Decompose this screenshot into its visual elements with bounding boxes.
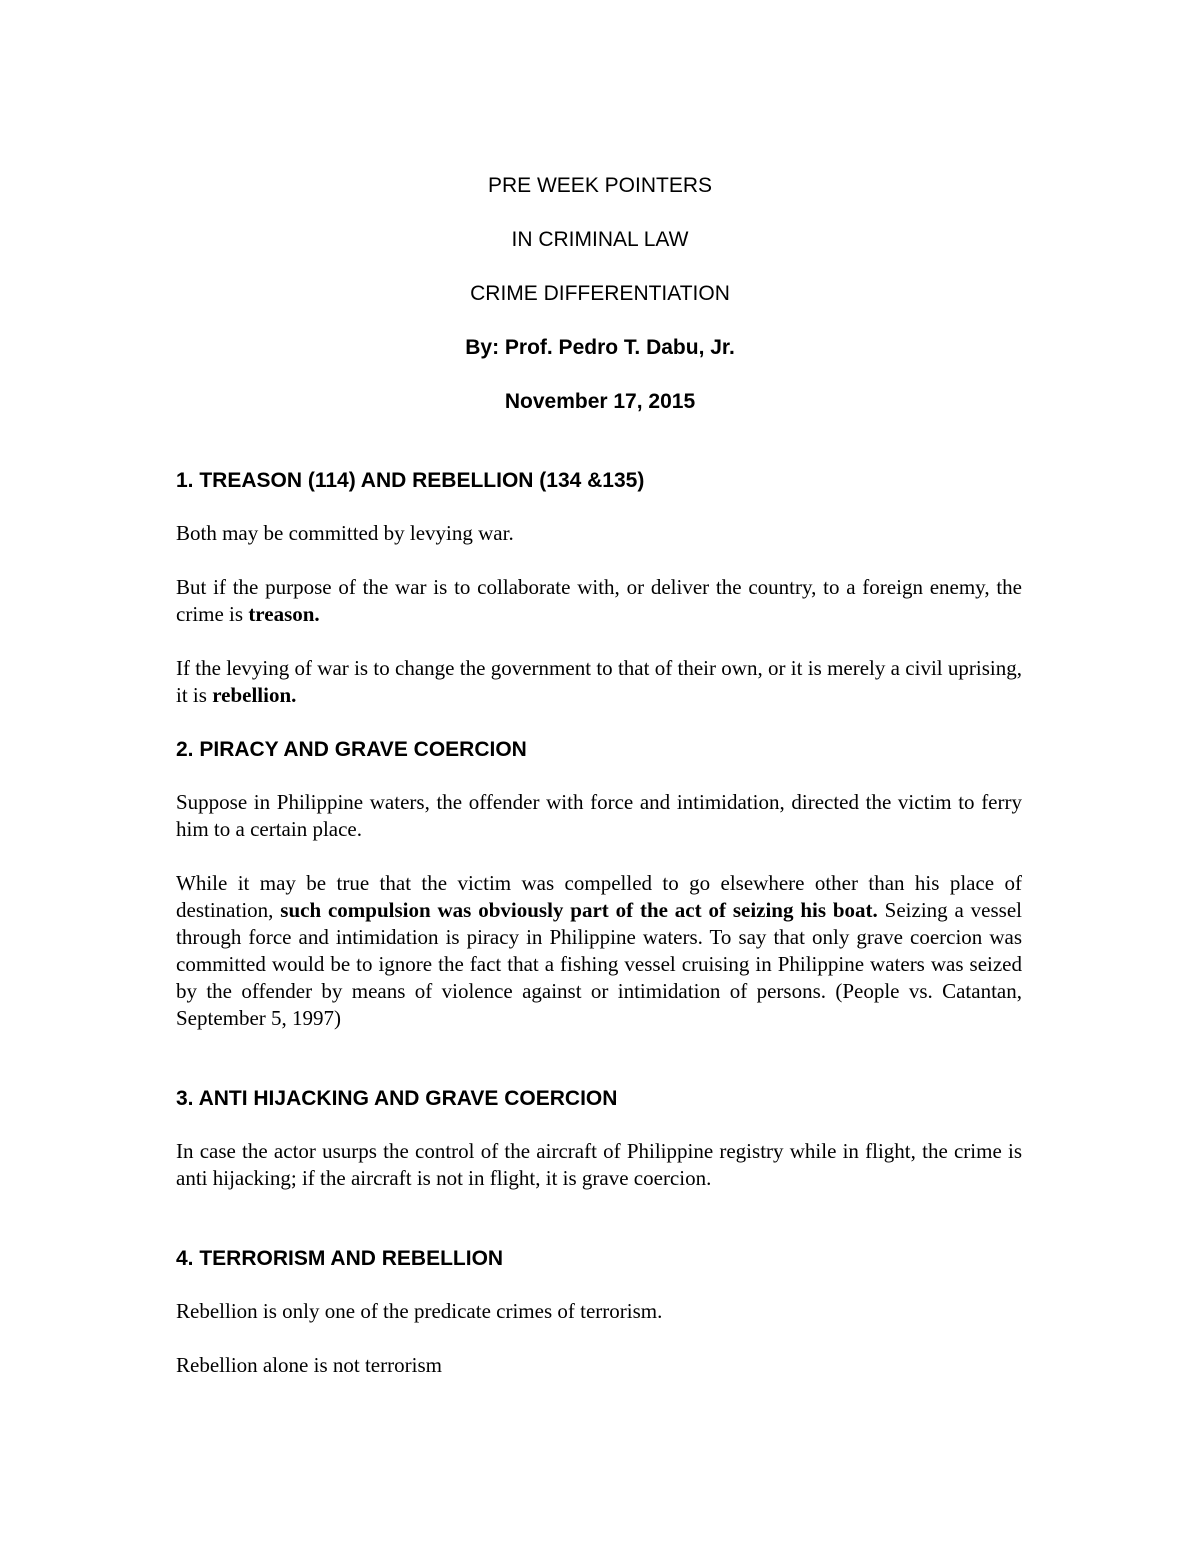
- title-line-2: IN CRIMINAL LAW: [511, 228, 689, 251]
- section-3-paragraph-1: In case the actor usurps the control of the aircraft of Philippine registry while in flight, the crime is anti hijacking; if the aircraft is not in flight, it is grave coercion.: [176, 1139, 1022, 1190]
- section-2-heading: 2. PIRACY AND GRAVE COERCION: [176, 738, 527, 761]
- section-2-paragraph-2-after: Seizing a vessel through force and intimidation is piracy in Philippine waters. To say that only grave coercion was committed would be to ignore the fact that a fishing vessel cruising in Philippine waters was seized by the offender by means of violence against or intimidation of persons. (People vs. Catantan, September 5, 1997): [176, 898, 1023, 1030]
- section-1-paragraph-3-bold: rebellion.: [212, 683, 297, 707]
- section-4-paragraph-1: Rebellion is only one of the predicate crimes of terrorism.: [176, 1299, 663, 1323]
- author-line: By: Prof. Pedro T. Dabu, Jr.: [465, 336, 735, 359]
- section-4-heading: 4. TERRORISM AND REBELLION: [176, 1247, 504, 1270]
- section-2-paragraph-1: Suppose in Philippine waters, the offender with force and intimidation, directed the victim to ferry him to a certain place.: [176, 790, 1022, 841]
- section-1-paragraph-3: [176, 655, 1022, 709]
- title-line-3: CRIME DIFFERENTIATION: [470, 282, 730, 305]
- section-2-paragraph-2-bold: such compulsion was obviously part of the act of seizing his boat.: [280, 898, 878, 922]
- title-block: [0, 173, 1200, 443]
- section-4-paragraph-2: Rebellion alone is not terrorism: [176, 1353, 442, 1377]
- title-line-1: PRE WEEK POINTERS: [487, 174, 713, 197]
- section-2-paragraph-2-before: While it may be true that the victim was compelled to go elsewhere other than his place of destination,: [176, 871, 1022, 922]
- section-1-paragraph-2-text: But if the purpose of the war is to collaborate with, or deliver the country, to a foreign enemy, the crime is: [176, 575, 1022, 626]
- section-1-heading: 1. TREASON (114) AND REBELLION (134 &135): [176, 469, 645, 492]
- section-1-paragraph-2: [176, 574, 1022, 628]
- section-3-heading: 3. ANTI HIJACKING AND GRAVE COERCION: [176, 1087, 618, 1110]
- section-2-paragraph-2: [176, 870, 1022, 1032]
- section-1-paragraph-3-text: If the levying of war is to change the government to that of their own, or it is merely a civil uprising, it is: [176, 656, 1022, 707]
- section-1-paragraph-2-bold: treason.: [248, 602, 320, 626]
- section-1-paragraph-1: Both may be committed by levying war.: [176, 521, 514, 545]
- date-line: November 17, 2015: [504, 390, 696, 413]
- document-body: [176, 467, 1022, 1406]
